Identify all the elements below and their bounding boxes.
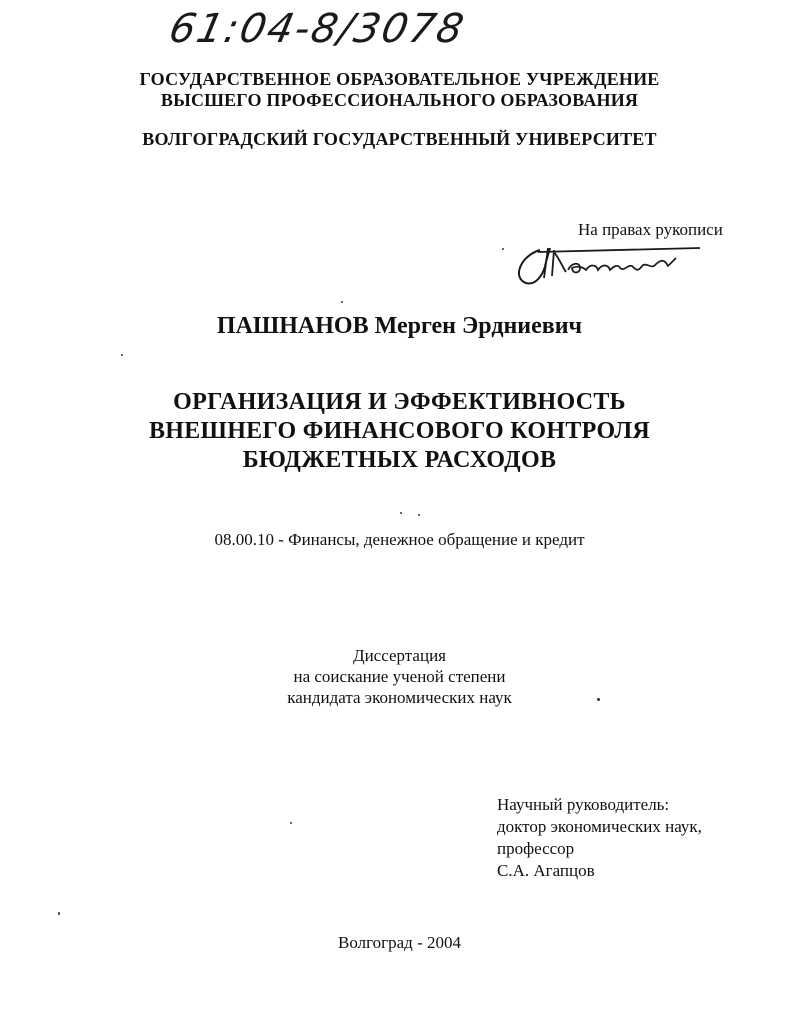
dissertation-degree <box>0 645 799 708</box>
scan-speck <box>418 514 420 516</box>
institution-line-2: ВЫСШЕГО ПРОФЕССИОНАЛЬНОГО ОБРАЗОВАНИЯ <box>160 90 639 110</box>
university-name: ВОЛГОГРАДСКИЙ ГОСУДАРСТВЕННЫЙ УНИВЕРСИТЕТ <box>142 129 657 149</box>
title-line-1: ОРГАНИЗАЦИЯ И ЭФФЕКТИВНОСТЬ <box>173 389 626 415</box>
degree-line-1: Диссертация <box>352 646 446 665</box>
institution-line-1: ГОСУДАРСТВЕННОЕ ОБРАЗОВАТЕЛЬНОЕ УЧРЕЖДЕНИЕ <box>139 69 660 89</box>
title-line-3: БЮДЖЕТНЫХ РАСХОДОВ <box>242 447 557 473</box>
scan-speck <box>58 912 60 915</box>
scan-speck <box>502 248 504 250</box>
supervisor-degree: доктор экономических наук, <box>497 817 702 836</box>
title-line-2: ВНЕШНЕГО ФИНАНСОВОГО КОНТРОЛЯ <box>148 418 651 444</box>
manuscript-note: На правах рукописи <box>578 220 723 239</box>
scan-speck <box>290 822 292 824</box>
dissertation-title <box>0 388 799 475</box>
city-year: Волгоград - 2004 <box>338 933 461 952</box>
supervisor-rank: профессор <box>497 839 575 858</box>
degree-line-3: кандидата экономических наук <box>287 688 512 707</box>
scan-speck <box>341 301 343 303</box>
scan-speck <box>400 512 402 514</box>
scan-speck <box>121 354 123 356</box>
specialty-code: 08.00.10 - Финансы, денежное обращение и кредит <box>214 530 585 549</box>
scan-speck <box>597 698 600 701</box>
degree-line-2: на соискание ученой степени <box>293 667 506 686</box>
archive-number-handwritten: 61:04-8/3078 <box>165 6 470 52</box>
signature-icon <box>510 236 720 292</box>
supervisor-label: Научный руководитель: <box>497 795 670 814</box>
supervisor-block <box>497 794 702 882</box>
author-name: ПАШНАНОВ Мерген Эрдниевич <box>216 313 583 339</box>
supervisor-name: С.А. Агапцов <box>497 861 595 880</box>
